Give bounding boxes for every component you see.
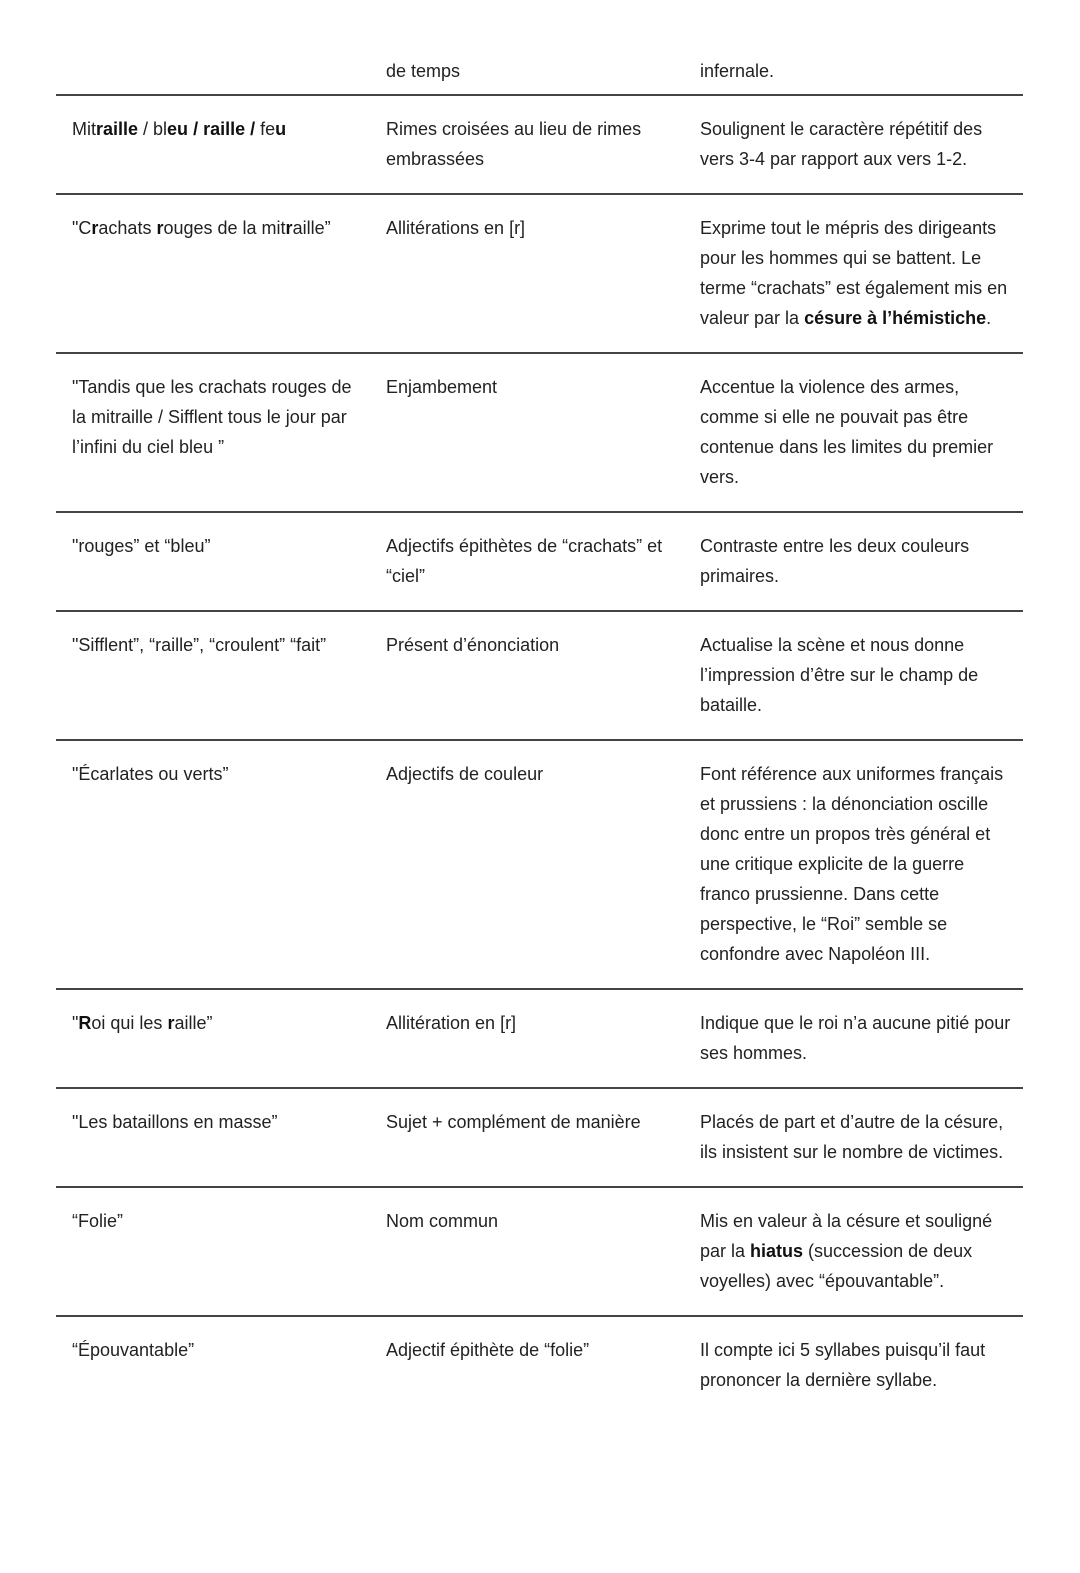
bold-text: eu [167,119,189,139]
text: Adjectif épithète de “folie” [386,1340,590,1360]
effect-cell [684,1317,1023,1414]
text: oi qui les [91,1013,168,1033]
text: / bl [138,119,168,139]
effect-cell [684,52,1023,94]
quote-cell [56,195,370,352]
device-cell [370,195,684,352]
text: Adjectifs épithètes de “crachats” et “ciel” [386,536,663,586]
text: Nom commun [386,1211,499,1231]
text: Accentue la violence des armes, comme si elle ne pouvait pas être contenue dans les limites du premier vers. [700,377,994,487]
effect-cell [684,612,1023,739]
quote-cell [56,513,370,610]
quote-cell [56,96,370,193]
text: "C [72,218,92,238]
device-cell [370,612,684,739]
text: "Tandis que les crachats rouges de la mitraille / Sifflent tous le jour par l’infini du ciel bleu ” [72,377,352,457]
effect-cell [684,195,1023,352]
device-cell [370,513,684,610]
table-row [56,741,1023,990]
text: fe [255,119,276,139]
text: “Épouvantable” [72,1340,195,1360]
text: " [72,1013,79,1033]
text: Indique que le roi n’a aucune pitié pour ses hommes. [700,1013,1011,1063]
quote-cell [56,1317,370,1414]
text: Placés de part et d’autre de la césure, ils insistent sur le nombre de victimes. [700,1112,1004,1162]
bold-text: / raille / [193,119,256,139]
text: Font référence aux uniformes français et prussiens : la dénonciation oscille donc entre un propos très général et une critique explicite de la guerre franco prussienne. Dans cette perspective, le “Roi” semble se confondre avec Napoléon III. [700,764,1004,964]
table-row [56,1089,1023,1188]
table-row [56,990,1023,1089]
bold-text: u [275,119,287,139]
text: Exprime tout le mépris des dirigeants pour les hommes qui se battent. Le terme “crachats” est également mis en valeur par la [700,218,1008,328]
text: aille” [292,218,331,238]
quote-cell [56,612,370,739]
text: Présent d’énonciation [386,635,560,655]
bold-text: r [91,218,99,238]
text: "rouges” et “bleu” [72,536,211,556]
table-row [56,513,1023,612]
device-cell [370,52,684,94]
bold-text: hiatus [750,1241,804,1261]
effect-cell [684,513,1023,610]
bold-text: césure à l’hémistiche [804,308,987,328]
text: . [986,308,992,328]
effect-cell [684,1188,1023,1315]
bold-text: R [78,1013,92,1033]
device-cell [370,1089,684,1186]
effect-cell [684,96,1023,193]
device-cell [370,1317,684,1414]
device-cell [370,354,684,511]
text: Mis en valeur à la césure et souligné par la [700,1211,993,1261]
text: Mit [72,119,96,139]
device-cell [370,1188,684,1315]
text: Allitération en [r] [386,1013,517,1033]
table-row [56,1317,1023,1414]
effect-cell [684,1089,1023,1186]
text: Rimes croisées au lieu de rimes embrassées [386,119,642,169]
analysis-table [56,52,1023,1414]
table-row [56,612,1023,741]
device-cell [370,96,684,193]
text: ouges de la mit [163,218,286,238]
text: (succession de deux voyelles) avec “épouvantable”. [700,1241,973,1291]
table-row [56,195,1023,354]
quote-cell [56,52,370,94]
table-row [56,354,1023,513]
text: "Écarlates ou verts” [72,764,229,784]
text: Adjectifs de couleur [386,764,544,784]
text: "Sifflent”, “raille”, “croulent” “fait” [72,635,327,655]
bold-text: r [156,218,164,238]
text: Allitérations en [r] [386,218,526,238]
bold-text: r [167,1013,175,1033]
quote-cell [56,354,370,511]
quote-cell [56,1089,370,1186]
text: "Les bataillons en masse” [72,1112,278,1132]
quote-cell [56,741,370,988]
device-cell [370,741,684,988]
table-row [56,52,1023,96]
text: Enjambement [386,377,498,397]
text: Soulignent le caractère répétitif des vers 3-4 par rapport aux vers 1-2. [700,119,983,169]
table-row [56,96,1023,195]
table-row [56,1188,1023,1317]
effect-cell [684,990,1023,1087]
text: Contraste entre les deux couleurs primaires. [700,536,970,586]
text: achats [98,218,157,238]
text: de temps [386,61,461,81]
bold-text: r [285,218,293,238]
text: infernale. [700,61,775,81]
effect-cell [684,354,1023,511]
text: Il compte ici 5 syllabes puisqu’il faut prononcer la dernière syllabe. [700,1340,986,1390]
text: Sujet + complément de manière [386,1112,641,1132]
text: Actualise la scène et nous donne l’impression d’être sur le champ de bataille. [700,635,979,715]
bold-text: raille [96,119,139,139]
quote-cell [56,990,370,1087]
effect-cell [684,741,1023,988]
text: “Folie” [72,1211,124,1231]
quote-cell [56,1188,370,1315]
text: aille” [174,1013,213,1033]
device-cell [370,990,684,1087]
